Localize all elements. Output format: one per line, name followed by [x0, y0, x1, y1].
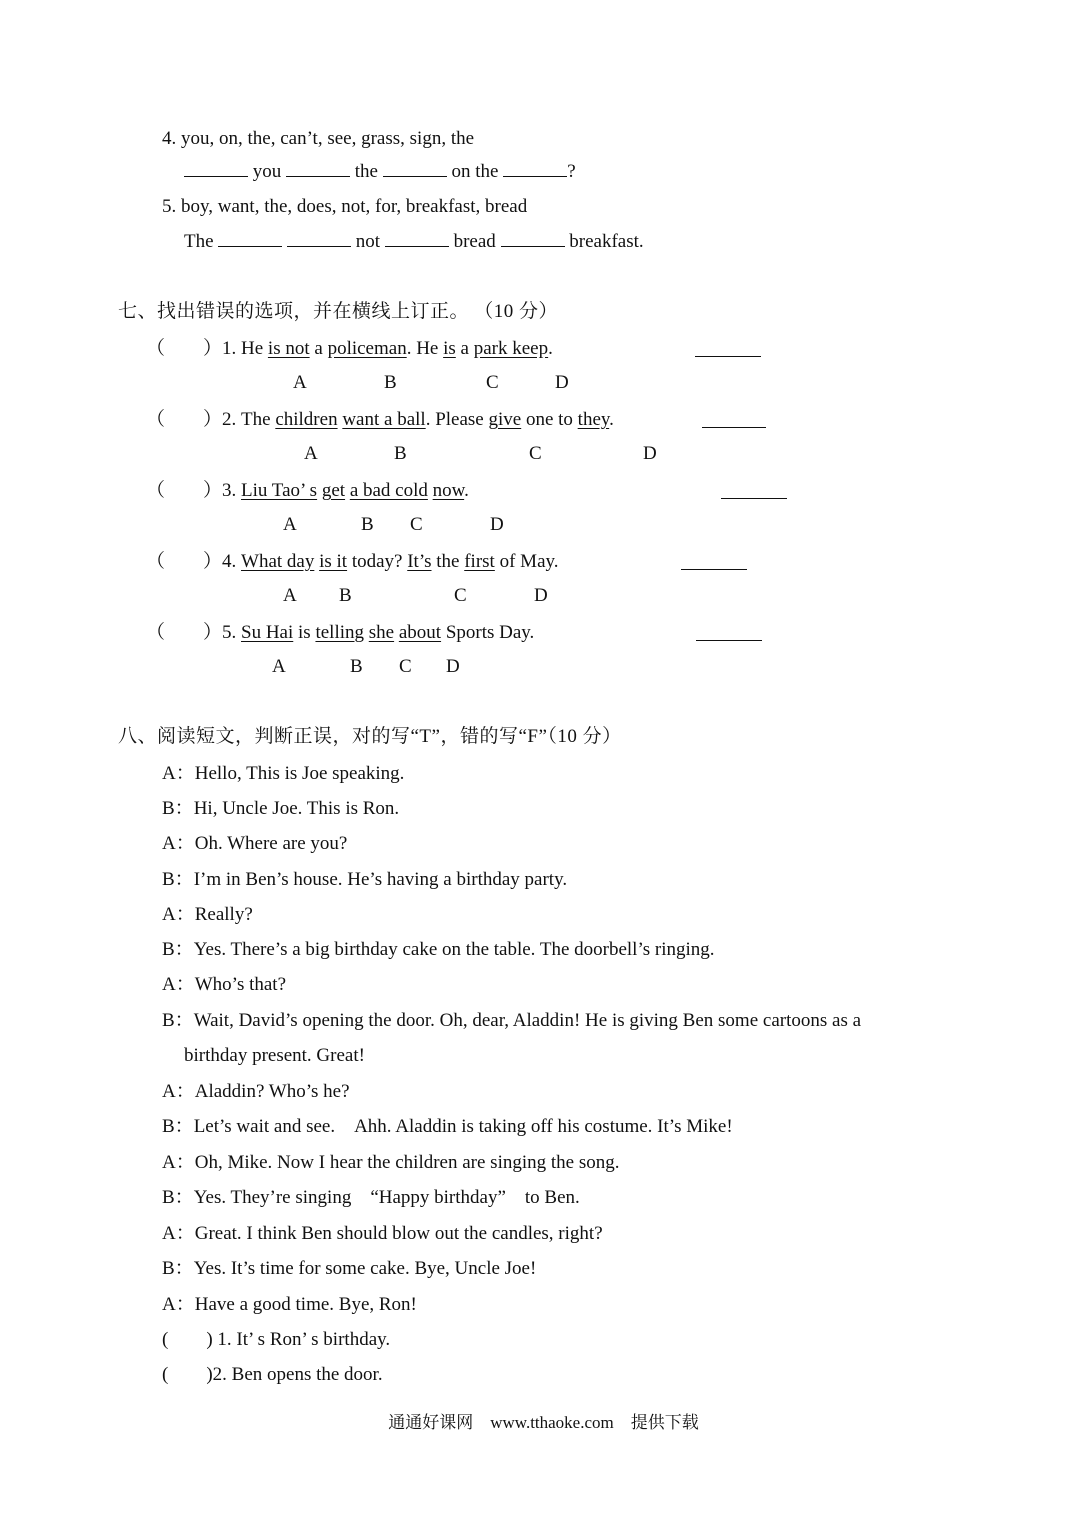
speaker: A： — [162, 1223, 195, 1244]
footer: 通通好课网 www.tthaoke.com 提供下载 — [388, 1413, 699, 1432]
sentence-word: The — [184, 231, 214, 252]
q4-word-list: 4. you, on, the, can’t, see, grass, sign, the — [162, 128, 475, 149]
dialogue-text: I’m in Ben’s house. He’s having a birthday party. — [193, 869, 568, 890]
dialogue-text: Let’s wait and see. Ahh. Aladdin is taking off his costume. It’s Mike! — [193, 1116, 733, 1137]
section-8-title: 八、阅读短文，判断正误，对的写“T”，错的写“F”（10 分） — [118, 726, 622, 747]
dialogue-text: Wait, David’s opening the door. Oh, dear, Aladdin! He is giving Ben some cartoons as a — [193, 1010, 862, 1031]
speaker: B： — [162, 1010, 194, 1031]
option-c: C — [410, 514, 423, 535]
correction-blank[interactable] — [695, 355, 761, 357]
correction-blank[interactable] — [702, 426, 766, 428]
option-d: D — [446, 656, 460, 677]
option-b: B — [384, 372, 397, 393]
dialogue-line — [162, 1115, 733, 1139]
judge-question-1: ( ) 1. It’ s Ron’ s birthday. — [162, 1329, 391, 1350]
speaker: A： — [162, 763, 195, 784]
dialogue-line — [162, 868, 567, 892]
dialogue-line — [162, 1257, 536, 1281]
answer-blank[interactable] — [501, 245, 565, 247]
dialogue-line — [162, 1151, 620, 1175]
correction-blank[interactable] — [681, 568, 747, 570]
speaker: A： — [162, 833, 195, 854]
speaker: B： — [162, 1116, 194, 1137]
dialogue-text: Have a good time. Bye, Ron! — [194, 1294, 417, 1315]
error-question-4: （ ）4. What day is it today? It’s the first of May. — [146, 551, 559, 572]
q5-word-list: 5. boy, want, the, does, not, for, breakfast, bread — [162, 196, 528, 217]
dialogue-text: Yes. There’s a big birthday cake on the table. The doorbell’s ringing. — [193, 939, 715, 960]
option-b: B — [350, 656, 363, 677]
option-b: B — [361, 514, 374, 535]
dialogue-text: Who’s that? — [194, 974, 287, 995]
section-7-title: 七、找出错误的选项，并在横线上订正。 （10 分） — [118, 301, 559, 322]
speaker: A： — [162, 974, 195, 995]
error-question-3: （ ）3. Liu Tao’ s get a bad cold now. — [146, 480, 469, 501]
answer-blank[interactable] — [184, 175, 248, 177]
option-d: D — [490, 514, 504, 535]
dialogue-line — [162, 832, 347, 856]
q5-sentence — [184, 230, 644, 254]
correction-blank[interactable] — [696, 639, 762, 641]
dialogue-line — [162, 1009, 861, 1033]
dialogue-line — [162, 1293, 417, 1317]
dialogue-text: Yes. They’re singing “Happy birthday” to Ben. — [193, 1187, 580, 1208]
speaker: B： — [162, 1187, 194, 1208]
dialogue-text: Aladdin? Who’s he? — [194, 1081, 350, 1102]
answer-blank[interactable] — [385, 245, 449, 247]
answer-parentheses[interactable]: （ ） — [146, 409, 223, 430]
sentence-word: the — [354, 161, 378, 182]
speaker: A： — [162, 1152, 195, 1173]
answer-parentheses[interactable]: （ ） — [146, 551, 223, 572]
sentence-end: ? — [567, 161, 576, 182]
q4-sentence — [184, 160, 576, 184]
answer-blank[interactable] — [218, 245, 282, 247]
error-question-1: （ ）1. He is not a policeman. He is a park keep. — [146, 338, 553, 359]
dialogue-line — [162, 938, 715, 962]
error-question-2: （ ）2. The children want a ball. Please give one to they. — [146, 409, 614, 430]
sentence-word: breakfast. — [569, 231, 644, 252]
answer-blank[interactable] — [286, 175, 350, 177]
option-c: C — [454, 585, 467, 606]
dialogue-line — [162, 973, 286, 997]
correction-blank[interactable] — [721, 497, 787, 499]
judge-question-2: ( )2. Ben opens the door. — [162, 1364, 383, 1385]
option-c: C — [399, 656, 412, 677]
option-a: A — [283, 514, 297, 535]
dialogue-line — [162, 903, 253, 927]
option-a: A — [304, 443, 318, 464]
dialogue-text: Oh, Mike. Now I hear the children are singing the song. — [194, 1152, 620, 1173]
sentence-word: on the — [451, 161, 499, 182]
answer-blank[interactable] — [287, 245, 351, 247]
sentence-word: not — [355, 231, 381, 252]
dialogue-text: Really? — [194, 904, 253, 925]
dialogue-line — [184, 1044, 365, 1068]
speaker: B： — [162, 798, 194, 819]
answer-blank[interactable] — [383, 175, 447, 177]
sentence-word: bread — [453, 231, 496, 252]
speaker: B： — [162, 869, 194, 890]
option-d: D — [555, 372, 569, 393]
speaker: A： — [162, 1294, 195, 1315]
dialogue-text: Oh. Where are you? — [194, 833, 348, 854]
dialogue-line — [162, 1080, 350, 1104]
answer-parentheses[interactable]: （ ） — [146, 622, 223, 643]
option-b: B — [394, 443, 407, 464]
speaker: B： — [162, 1258, 194, 1279]
error-question-5: （ ）5. Su Hai is telling she about Sports Day. — [146, 622, 535, 643]
dialogue-text: Hello, This is Joe speaking. — [194, 763, 405, 784]
dialogue-line — [162, 797, 399, 821]
option-c: C — [486, 372, 499, 393]
dialogue-line — [162, 762, 404, 786]
answer-blank[interactable] — [503, 175, 567, 177]
answer-parentheses[interactable]: （ ） — [146, 338, 223, 359]
option-d: D — [534, 585, 548, 606]
speaker: A： — [162, 1081, 195, 1102]
option-b: B — [339, 585, 352, 606]
option-a: A — [283, 585, 297, 606]
answer-parentheses[interactable]: （ ） — [146, 480, 223, 501]
option-c: C — [529, 443, 542, 464]
dialogue-text: Great. I think Ben should blow out the candles, right? — [194, 1223, 603, 1244]
option-a: A — [272, 656, 286, 677]
dialogue-text: birthday present. Great! — [184, 1045, 365, 1066]
option-a: A — [293, 372, 307, 393]
option-d: D — [643, 443, 657, 464]
speaker: B： — [162, 939, 194, 960]
dialogue-line — [162, 1222, 603, 1246]
dialogue-line — [162, 1186, 580, 1210]
dialogue-text: Yes. It’s time for some cake. Bye, Uncle Joe! — [193, 1258, 537, 1279]
speaker: A： — [162, 904, 195, 925]
dialogue-text: Hi, Uncle Joe. This is Ron. — [193, 798, 400, 819]
sentence-word: you — [252, 161, 282, 182]
